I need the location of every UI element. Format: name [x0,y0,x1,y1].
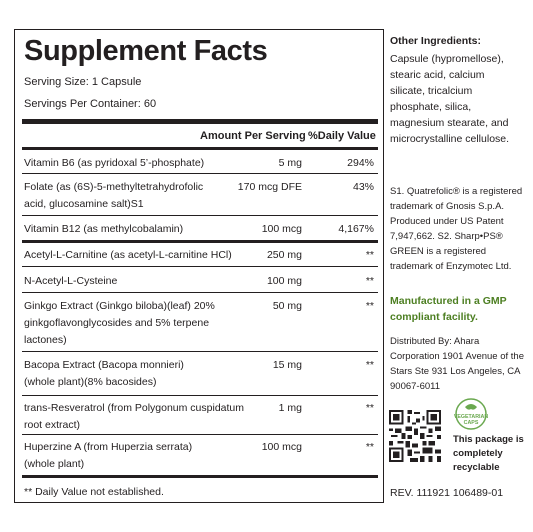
nutrient-dv: ** [365,441,374,453]
trademark-notice: S1. Quatrefolic® is a registered trademark of Gnosis S.p.A. Produced under US Patent 7,947,662. S2. Sharp•PS® GREEN is a registered trademark of Enzymotec Ltd. [390,186,523,272]
nutrient-name: Ginkgo Extract (Ginkgo biloba)(leaf) 20% ginkgoflavonglycosides and 5% terpene lactones) [24,300,215,346]
nutrient-name: N-Acetyl-L-Cysteine [24,275,118,287]
gmp-statement: Manufactured in a GMP compliant facility. [390,295,507,323]
nutrient-amount: 100 mcg [261,223,302,235]
row-divider [22,351,378,352]
nutrient-amount: 50 mg [272,300,302,312]
amount-header: Amount Per Serving [200,130,306,142]
row-divider [22,292,378,293]
nutrient-name: Huperzine A (from Huperzia serrata) (whole plant) [24,441,193,470]
nutrient-row [22,244,378,267]
nutrient-name: Bacopa Extract (Bacopa monnieri) (whole plant)(8% bacosides) [24,359,184,388]
other-ingredients-text: Capsule (hypromellose), stearic acid, calcium silicate, tricalcium phosphate, silica, magnesium stearate, and microcrystalline cellulose. [390,53,510,145]
nutrient-dv: ** [365,249,374,261]
nutrient-dv: ** [365,402,374,414]
nutrient-dv: ** [365,359,374,371]
nutrient-amount: 170 mcg DFE [237,181,302,193]
nutrient-dv: 43% [352,181,374,193]
recyclable-notice: This package is completely recyclable [453,434,524,473]
nutrient-row [22,353,378,396]
other-ingredients-title: Other Ingredients: [390,35,482,47]
dv-header: %Daily Value [308,130,376,142]
nutrient-name: Acetyl-L-Carnitine (as acetyl-L-carnitine HCl) [24,249,232,261]
nutrient-dv: 4,167% [338,223,374,235]
header-divider [22,147,378,150]
nutrient-row [22,268,378,293]
serving-size: Serving Size: 1 Capsule [24,76,142,88]
nutrient-amount: 5 mg [278,157,302,169]
qr-code-icon [389,410,441,462]
nutrient-amount: 100 mg [266,275,302,287]
thick-divider [22,119,378,124]
distributor-info: Distributed By: Ahara Corporation 1901 Avenue of the Stars Ste 931 Los Angeles, CA 90067-6011 [390,336,524,392]
nutrient-amount: 100 mcg [261,441,302,453]
row-divider [22,395,378,396]
vegetarian-caps-icon [452,398,490,430]
nutrient-row [22,217,378,242]
nutrient-name: Folate (as (6S)-5-methyltetrahydrofolic acid, glucosamine salt)S1 [24,181,204,210]
nutrient-row [22,294,378,352]
nutrient-name: Vitamin B6 (as pyridoxal 5’-phosphate) [24,157,205,169]
row-divider [22,266,378,267]
veg-badge-line1: VEGETARIAN [453,414,489,420]
nutrient-name: trans-Resveratrol (from Polygonum cuspidatum root extract) [24,402,244,431]
panel-title: Supplement Facts [24,35,268,67]
veg-badge-line2: CAPS [463,420,479,426]
nutrient-row [22,152,378,174]
row-divider [22,173,378,174]
row-divider [22,434,378,435]
nutrient-dv: ** [365,275,374,287]
row-divider [22,215,378,216]
nutrient-amount: 1 mg [278,402,302,414]
row-divider [22,240,378,243]
nutrient-row [22,436,378,477]
nutrient-dv: ** [365,300,374,312]
nutrient-dv: 294% [347,157,374,169]
servings-per-container: Servings Per Container: 60 [24,98,157,110]
footnote: ** Daily Value not established. [24,486,164,498]
nutrient-row [22,397,378,435]
row-divider [22,475,378,478]
nutrient-name: Vitamin B12 (as methylcobalamin) [24,223,184,235]
nutrient-amount: 250 mg [266,249,302,261]
nutrient-amount: 15 mg [272,359,302,371]
revision-code: REV. 111921 106489-01 [390,487,504,499]
nutrient-row [22,175,378,216]
